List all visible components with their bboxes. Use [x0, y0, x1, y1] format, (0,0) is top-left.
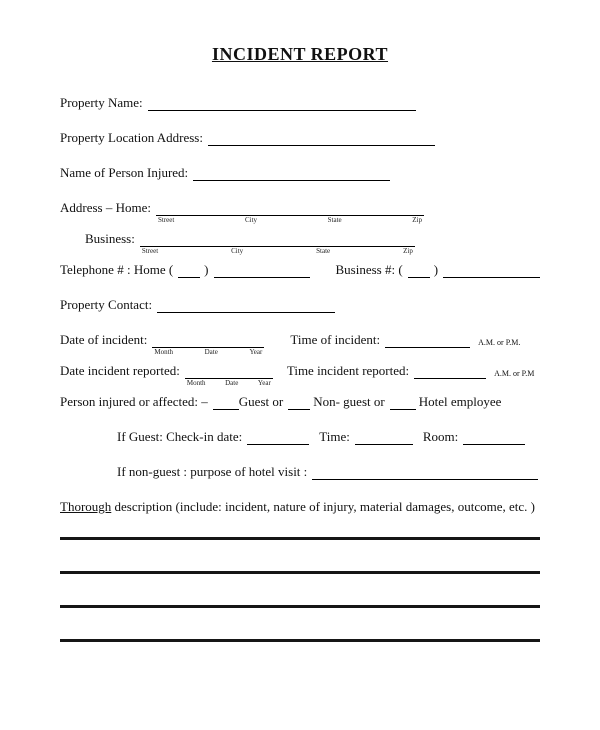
year-sublabel: Year — [257, 379, 271, 387]
address-business-label: Business: — [85, 231, 135, 246]
zip-sublabel: Zip — [412, 216, 422, 224]
state-sublabel: State — [316, 247, 331, 255]
month-sublabel: Month — [154, 348, 174, 356]
ampm-label: A.M. or P.M — [494, 369, 535, 378]
row-date-of-incident — [60, 332, 540, 356]
date-sublabels — [154, 348, 262, 356]
address-business-sublabels — [142, 247, 413, 255]
address-business-field[interactable] — [140, 232, 415, 255]
description-heading — [60, 499, 540, 515]
row-property-name — [60, 95, 540, 111]
guest-time-field[interactable] — [355, 430, 413, 445]
date-sublabel: Date — [225, 379, 239, 387]
row-property-contact — [60, 297, 540, 313]
city-sublabel: City — [231, 247, 244, 255]
property-contact-label: Property Contact: — [60, 297, 153, 312]
date-of-incident-label: Date of incident: — [60, 332, 148, 347]
month-sublabel: Month — [186, 379, 206, 387]
hotel-visit-purpose-field[interactable] — [312, 465, 538, 480]
description-heading-underlined: Thorough — [60, 499, 112, 514]
time-of-incident-label: Time of incident: — [290, 332, 381, 347]
non-guest-check-field[interactable] — [288, 395, 310, 410]
row-person-injured — [60, 165, 540, 181]
time-reported-field[interactable] — [414, 364, 486, 379]
guest-label: Guest or — [238, 394, 284, 409]
description-line-2[interactable] — [60, 571, 540, 574]
guest-check-field[interactable] — [213, 395, 239, 410]
property-location-field[interactable] — [208, 131, 435, 146]
description-line-3[interactable] — [60, 605, 540, 608]
if-guest-label: If Guest: Check-in date: — [117, 429, 243, 444]
address-home-field[interactable] — [156, 201, 424, 224]
guest-room-label: Room: — [422, 429, 459, 444]
row-if-guest — [60, 429, 540, 445]
property-location-label: Property Location Address: — [60, 130, 203, 145]
address-home-sublabels — [158, 216, 422, 224]
hotel-employee-check-field[interactable] — [390, 395, 416, 410]
zip-sublabel: Zip — [403, 247, 413, 255]
row-telephone — [60, 262, 540, 278]
telephone-business-label: Business #: ( — [335, 262, 403, 277]
row-person-affected — [60, 394, 540, 410]
date-sublabel: Date — [204, 348, 218, 356]
telephone-home-close-paren: ) — [204, 262, 209, 277]
property-name-label: Property Name: — [60, 95, 143, 110]
row-address-business — [60, 231, 540, 255]
if-non-guest-label: If non-guest : purpose of hotel visit : — [117, 464, 308, 479]
telephone-business-number-field[interactable] — [443, 263, 540, 278]
property-contact-field[interactable] — [157, 298, 335, 313]
person-injured-field[interactable] — [193, 166, 390, 181]
year-sublabel: Year — [249, 348, 263, 356]
address-home-label: Address – Home: — [60, 200, 151, 215]
state-sublabel: State — [327, 216, 342, 224]
telephone-home-area-field[interactable] — [178, 263, 200, 278]
guest-time-label: Time: — [319, 429, 350, 444]
date-of-incident-field[interactable] — [152, 333, 264, 356]
page-title: INCIDENT REPORT — [211, 44, 389, 64]
time-reported-label: Time incident reported: — [286, 363, 410, 378]
description-line-4[interactable] — [60, 639, 540, 642]
non-guest-label: Non- guest or — [313, 394, 385, 409]
hotel-employee-label: Hotel employee — [418, 394, 502, 409]
telephone-home-label: Telephone # : Home ( — [60, 262, 174, 277]
date-reported-label: Date incident reported: — [60, 363, 180, 378]
date-sublabels — [187, 379, 271, 387]
street-sublabel: Street — [158, 216, 175, 224]
row-date-incident-reported — [60, 363, 540, 387]
time-of-incident-field[interactable] — [385, 333, 470, 348]
telephone-business-close-paren: ) — [433, 262, 439, 277]
ampm-label: A.M. or P.M. — [478, 338, 521, 347]
row-property-location — [60, 130, 540, 146]
person-injured-label: Name of Person Injured: — [60, 165, 189, 180]
telephone-business-area-field[interactable] — [408, 263, 430, 278]
property-name-field[interactable] — [148, 96, 416, 111]
date-reported-field[interactable] — [185, 364, 273, 387]
city-sublabel: City — [244, 216, 258, 224]
description-heading-rest: description (include: incident, nature of injury, material damages, outcome, etc. ) — [111, 499, 535, 514]
check-in-date-field[interactable] — [247, 430, 309, 445]
row-if-non-guest — [60, 464, 540, 480]
row-address-home — [60, 200, 540, 224]
person-affected-label: Person injured or affected: – — [60, 394, 208, 409]
street-sublabel: Street — [141, 247, 159, 255]
description-line-1[interactable] — [60, 537, 540, 540]
telephone-home-number-field[interactable] — [214, 263, 310, 278]
guest-room-field[interactable] — [463, 430, 525, 445]
